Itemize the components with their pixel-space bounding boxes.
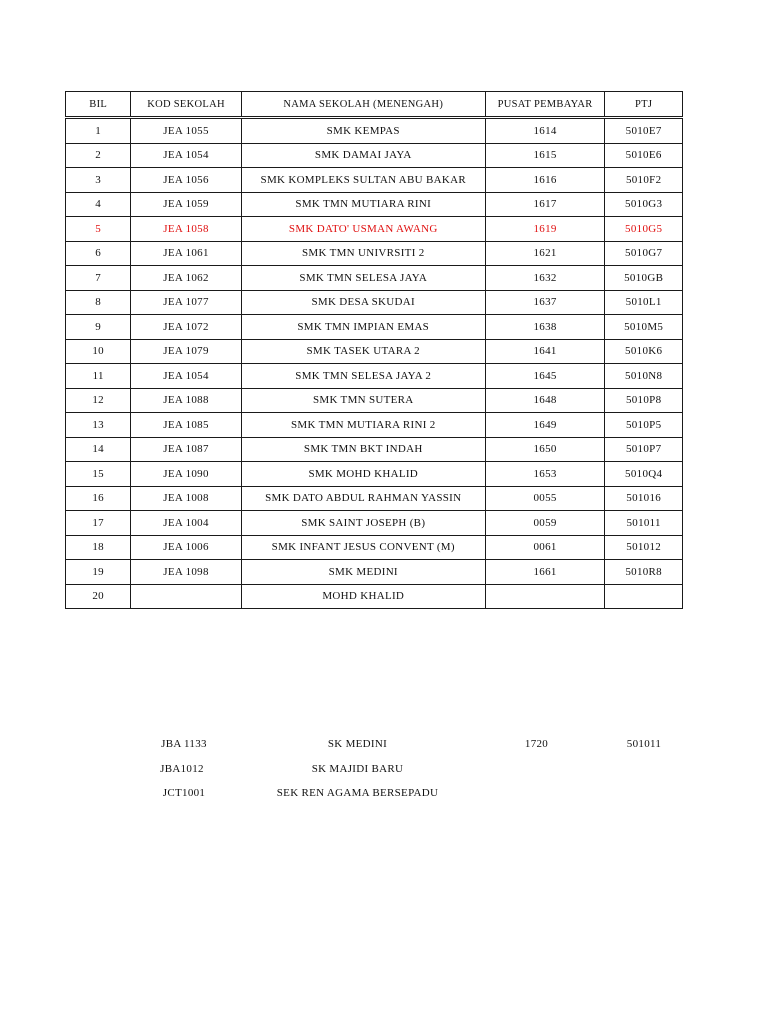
- bil-cell: 19: [66, 560, 131, 585]
- header-nama-sekolah: NAMA SEKOLAH (MENENGAH): [241, 92, 485, 118]
- bil-cell: 5: [66, 217, 131, 242]
- ptj-cell: 5010G5: [605, 217, 683, 242]
- extra-school-list: [0, 738, 768, 812]
- table-row: [66, 388, 683, 413]
- nama-sekolah-cell: SMK KEMPAS: [241, 118, 485, 144]
- pusat-pembayar-cell: 0055: [485, 486, 605, 511]
- header-kod-sekolah: KOD SEKOLAH: [131, 92, 241, 118]
- table-row: [66, 241, 683, 266]
- table-row: [66, 339, 683, 364]
- ptj-cell: 5010P8: [605, 388, 683, 413]
- pusat-pembayar-cell: 1653: [485, 462, 605, 487]
- table-row: [66, 315, 683, 340]
- table-header: [66, 92, 683, 118]
- nama-sekolah-cell: SMK DAMAI JAYA: [241, 143, 485, 168]
- list-item: [0, 763, 768, 788]
- extra-kod-sekolah: JCT1001: [162, 787, 206, 799]
- pusat-pembayar-cell: [485, 584, 605, 609]
- table-row: [66, 118, 683, 144]
- nama-sekolah-cell: SMK MOHD KHALID: [241, 462, 485, 487]
- ptj-cell: 5010F2: [605, 168, 683, 193]
- pusat-pembayar-cell: 1650: [485, 437, 605, 462]
- kod-sekolah-cell: JEA 1054: [131, 143, 241, 168]
- ptj-cell: 5010Q4: [605, 462, 683, 487]
- pusat-pembayar-cell: 1621: [485, 241, 605, 266]
- nama-sekolah-cell: SMK TMN BKT INDAH: [241, 437, 485, 462]
- kod-sekolah-cell: [131, 584, 241, 609]
- kod-sekolah-cell: JEA 1085: [131, 413, 241, 438]
- nama-sekolah-cell: SMK TMN MUTIARA RINI: [241, 192, 485, 217]
- kod-sekolah-cell: JEA 1088: [131, 388, 241, 413]
- extra-nama-sekolah: SK MAJIDI BARU: [311, 762, 404, 775]
- table-body: [66, 118, 683, 609]
- kod-sekolah-cell: JEA 1072: [131, 315, 241, 340]
- ptj-cell: [605, 584, 683, 609]
- extra-nama-sekolah: SEK REN AGAMA BERSEPADU: [276, 787, 439, 799]
- nama-sekolah-cell: SMK TASEK UTARA 2: [241, 339, 485, 364]
- bil-cell: 12: [66, 388, 131, 413]
- bil-cell: 13: [66, 413, 131, 438]
- header-ptj: PTJ: [605, 92, 683, 118]
- bil-cell: 2: [66, 143, 131, 168]
- bil-cell: 17: [66, 511, 131, 536]
- pusat-pembayar-cell: 1649: [485, 413, 605, 438]
- kod-sekolah-cell: JEA 1056: [131, 168, 241, 193]
- table-row: [66, 511, 683, 536]
- nama-sekolah-cell: SMK SAINT JOSEPH (B): [241, 511, 485, 536]
- pusat-pembayar-cell: 1641: [485, 339, 605, 364]
- pusat-pembayar-cell: 1648: [485, 388, 605, 413]
- ptj-cell: 5010GB: [605, 266, 683, 291]
- nama-sekolah-cell: SMK MEDINI: [241, 560, 485, 585]
- nama-sekolah-cell: SMK DATO ABDUL RAHMAN YASSIN: [241, 486, 485, 511]
- bil-cell: 20: [66, 584, 131, 609]
- ptj-cell: 501016: [605, 486, 683, 511]
- table-row: [66, 266, 683, 291]
- ptj-cell: 5010E7: [605, 118, 683, 144]
- ptj-cell: 501011: [605, 511, 683, 536]
- bil-cell: 10: [66, 339, 131, 364]
- kod-sekolah-cell: JEA 1090: [131, 462, 241, 487]
- ptj-cell: 5010G3: [605, 192, 683, 217]
- table-row: [66, 143, 683, 168]
- nama-sekolah-cell: SMK TMN IMPIAN EMAS: [241, 315, 485, 340]
- table-row: [66, 486, 683, 511]
- ptj-cell: 5010G7: [605, 241, 683, 266]
- pusat-pembayar-cell: 1617: [485, 192, 605, 217]
- table-row: [66, 290, 683, 315]
- table-row: [66, 413, 683, 438]
- nama-sekolah-cell: SMK TMN SELESA JAYA: [241, 266, 485, 291]
- extra-kod-sekolah: JBA 1133: [161, 738, 207, 750]
- school-table: [65, 91, 683, 609]
- extra-pusat-pembayar: 1720: [524, 738, 549, 750]
- bil-cell: 18: [66, 535, 131, 560]
- bil-cell: 8: [66, 290, 131, 315]
- bil-cell: 9: [66, 315, 131, 340]
- pusat-pembayar-cell: 1619: [485, 217, 605, 242]
- table-row: [66, 192, 683, 217]
- kod-sekolah-cell: JEA 1058: [131, 217, 241, 242]
- kod-sekolah-cell: JEA 1061: [131, 241, 241, 266]
- table-row: [66, 584, 683, 609]
- pusat-pembayar-cell: 1638: [485, 315, 605, 340]
- bil-cell: 16: [66, 486, 131, 511]
- kod-sekolah-cell: JEA 1062: [131, 266, 241, 291]
- pusat-pembayar-cell: 0061: [485, 535, 605, 560]
- bil-cell: 3: [66, 168, 131, 193]
- table-row: [66, 217, 683, 242]
- ptj-cell: 5010N8: [605, 364, 683, 389]
- ptj-cell: 501012: [605, 535, 683, 560]
- nama-sekolah-cell: SMK DATO' USMAN AWANG: [241, 217, 485, 242]
- table-row: [66, 560, 683, 585]
- kod-sekolah-cell: JEA 1079: [131, 339, 241, 364]
- pusat-pembayar-cell: 1616: [485, 168, 605, 193]
- bil-cell: 11: [66, 364, 131, 389]
- table-row: [66, 168, 683, 193]
- pusat-pembayar-cell: 1614: [485, 118, 605, 144]
- bil-cell: 15: [66, 462, 131, 487]
- bil-cell: 14: [66, 437, 131, 462]
- ptj-cell: 5010K6: [605, 339, 683, 364]
- nama-sekolah-cell: SMK INFANT JESUS CONVENT (M): [241, 535, 485, 560]
- kod-sekolah-cell: JEA 1054: [131, 364, 241, 389]
- bil-cell: 1: [66, 118, 131, 144]
- pusat-pembayar-cell: 1645: [485, 364, 605, 389]
- pusat-pembayar-cell: 1637: [485, 290, 605, 315]
- nama-sekolah-cell: SMK KOMPLEKS SULTAN ABU BAKAR: [241, 168, 485, 193]
- extra-kod-sekolah: JBA1012: [160, 762, 204, 775]
- header-row: [66, 92, 683, 118]
- ptj-cell: 5010P7: [605, 437, 683, 462]
- bil-cell: 7: [66, 266, 131, 291]
- extra-nama-sekolah: SK MEDINI: [327, 738, 388, 750]
- nama-sekolah-cell: SMK TMN MUTIARA RINI 2: [241, 413, 485, 438]
- table-row: [66, 462, 683, 487]
- ptj-cell: 5010M5: [605, 315, 683, 340]
- list-item: [0, 738, 768, 763]
- pusat-pembayar-cell: 1661: [485, 560, 605, 585]
- nama-sekolah-cell: SMK DESA SKUDAI: [241, 290, 485, 315]
- ptj-cell: 5010P5: [605, 413, 683, 438]
- kod-sekolah-cell: JEA 1006: [131, 535, 241, 560]
- ptj-cell: 5010R8: [605, 560, 683, 585]
- nama-sekolah-cell: MOHD KHALID: [241, 584, 485, 609]
- kod-sekolah-cell: JEA 1077: [131, 290, 241, 315]
- extra-ptj: 501011: [626, 738, 662, 750]
- nama-sekolah-cell: SMK TMN UNIVRSITI 2: [241, 241, 485, 266]
- kod-sekolah-cell: JEA 1098: [131, 560, 241, 585]
- nama-sekolah-cell: SMK TMN SUTERA: [241, 388, 485, 413]
- header-bil: BIL: [66, 92, 131, 118]
- ptj-cell: 5010E6: [605, 143, 683, 168]
- pusat-pembayar-cell: 0059: [485, 511, 605, 536]
- table-row: [66, 535, 683, 560]
- kod-sekolah-cell: JEA 1055: [131, 118, 241, 144]
- header-pusat-pembayar: PUSAT PEMBAYAR: [485, 92, 605, 118]
- kod-sekolah-cell: JEA 1008: [131, 486, 241, 511]
- kod-sekolah-cell: JEA 1059: [131, 192, 241, 217]
- kod-sekolah-cell: JEA 1004: [131, 511, 241, 536]
- ptj-cell: 5010L1: [605, 290, 683, 315]
- pusat-pembayar-cell: 1632: [485, 266, 605, 291]
- table-row: [66, 437, 683, 462]
- pusat-pembayar-cell: 1615: [485, 143, 605, 168]
- bil-cell: 6: [66, 241, 131, 266]
- nama-sekolah-cell: SMK TMN SELESA JAYA 2: [241, 364, 485, 389]
- bil-cell: 4: [66, 192, 131, 217]
- list-item: [0, 787, 768, 812]
- kod-sekolah-cell: JEA 1087: [131, 437, 241, 462]
- table-row: [66, 364, 683, 389]
